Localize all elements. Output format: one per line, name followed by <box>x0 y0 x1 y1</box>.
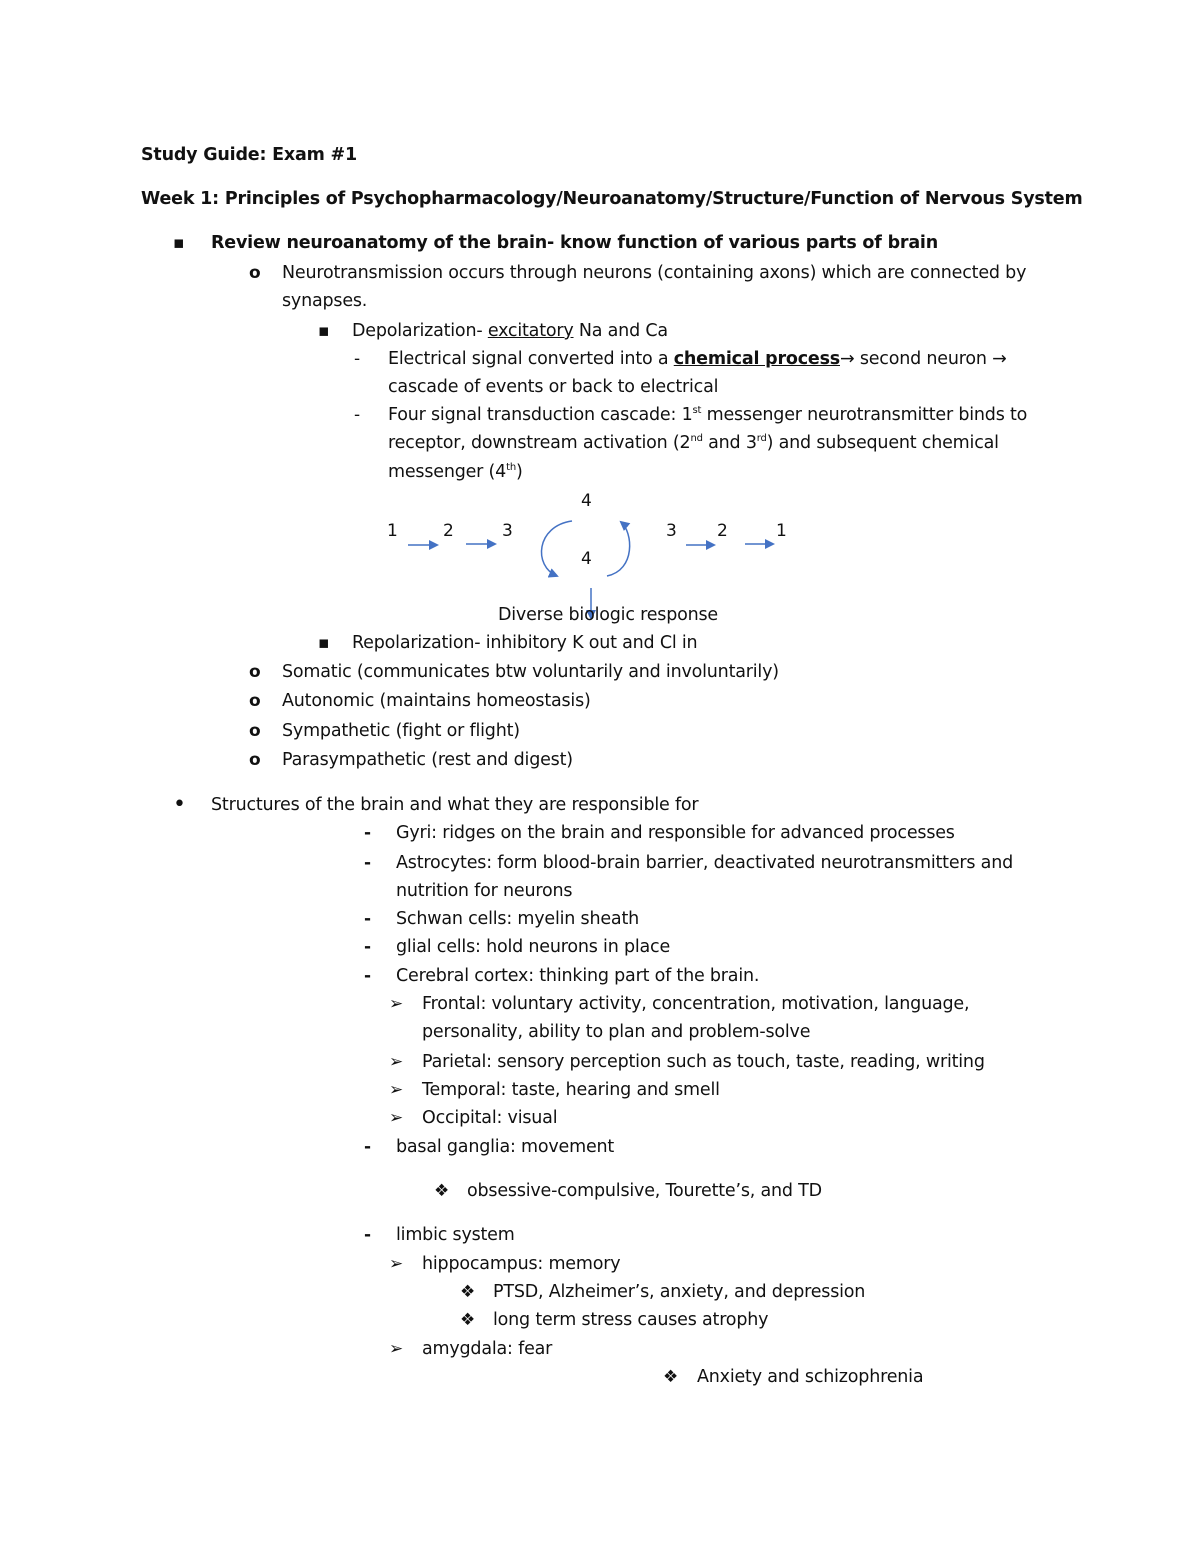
dash-marker: - <box>354 405 361 425</box>
anxiety-item: Anxiety and schizophrenia <box>697 1367 924 1387</box>
amygdala-item: amygdala: fear <box>422 1339 553 1359</box>
dash-marker: - <box>354 349 361 369</box>
arrow-marker: ➢ <box>389 1108 404 1128</box>
four-l1-sup: st <box>692 405 702 417</box>
basal-ganglia-item: basal ganglia: movement <box>396 1137 615 1157</box>
review-heading: Review neuroanatomy of the brain- know function of various parts of brain <box>211 233 938 253</box>
four-l2-sup1: nd <box>690 433 703 445</box>
flow-node-4-top: 4 <box>581 491 592 511</box>
frontal-line-1: Frontal: voluntary activity, concentration, motivation, language, <box>422 994 970 1014</box>
temporal-item: Temporal: taste, hearing and smell <box>422 1080 720 1100</box>
dash-marker: - <box>364 966 372 986</box>
neurotransmission-line-1: Neurotransmission occurs through neurons (containing axons) which are connected by <box>282 263 1027 283</box>
circle-marker: o <box>249 750 261 770</box>
longterm-item: long term stress causes atrophy <box>493 1310 769 1330</box>
four-l2-a: receptor, downstream activation (2 <box>388 433 691 453</box>
dash-marker: - <box>364 937 372 957</box>
four-l3-sup: th <box>506 462 516 474</box>
dash-marker: - <box>364 853 372 873</box>
dash-marker: - <box>364 909 372 929</box>
flow-node-1: 1 <box>387 521 398 541</box>
glial-item: glial cells: hold neurons in place <box>396 937 671 957</box>
astrocytes-line-2: nutrition for neurons <box>396 881 573 901</box>
diamond-marker: ❖ <box>434 1181 450 1201</box>
dash-marker: - <box>364 1225 372 1245</box>
diamond-marker: ❖ <box>460 1310 476 1330</box>
circle-marker: o <box>249 691 261 711</box>
depol-excitatory: excitatory <box>487 321 574 341</box>
flow-node-4-bottom: 4 <box>581 549 592 569</box>
diamond-marker: ❖ <box>663 1367 679 1387</box>
frontal-line-2: personality, ability to plan and problem-solve <box>422 1022 811 1042</box>
four-l2-sup2: rd <box>756 433 767 445</box>
parietal-item: Parietal: sensory perception such as touch, taste, reading, writing <box>422 1052 985 1072</box>
neurotransmission-line-2: synapses. <box>282 291 368 311</box>
cycle-arrow-left <box>541 521 572 576</box>
cerebral-item: Cerebral cortex: thinking part of the brain. <box>396 966 760 986</box>
electrical-chemical: chemical process <box>673 349 840 369</box>
flow-node-r1: 1 <box>776 521 787 541</box>
parasympathetic-item: Parasympathetic (rest and digest) <box>282 750 573 770</box>
limbic-item: limbic system <box>396 1225 515 1245</box>
four-l1-b: messenger neurotransmitter binds to <box>701 405 1028 425</box>
bullet-marker: • <box>173 792 186 817</box>
gyri-item: Gyri: ridges on the brain and responsible for advanced processes <box>396 823 955 843</box>
arrow-marker: ➢ <box>389 1052 404 1072</box>
arrow-marker: ➢ <box>389 1339 404 1359</box>
electrical-suffix: → second neuron → <box>840 349 1007 369</box>
cycle-arrow-right <box>607 522 630 576</box>
arrow-marker: ➢ <box>389 1080 404 1100</box>
circle-marker: o <box>249 263 261 283</box>
schwan-item: Schwan cells: myelin sheath <box>396 909 640 929</box>
four-l2-c: ) and subsequent chemical <box>766 433 999 453</box>
electrical-prefix: Electrical signal converted into a <box>388 349 674 369</box>
dash-marker: - <box>364 1137 372 1157</box>
arrow-marker: ➢ <box>389 994 404 1014</box>
flow-node-r2: 2 <box>717 521 728 541</box>
circle-marker: o <box>249 662 261 682</box>
square-marker: ▪ <box>318 321 330 341</box>
astrocytes-line-1: Astrocytes: form blood-brain barrier, deactivated neurotransmitters and <box>396 853 1014 873</box>
electrical-line-2: cascade of events or back to electrical <box>388 377 719 397</box>
flow-node-r3: 3 <box>666 521 677 541</box>
hippocampus-item: hippocampus: memory <box>422 1254 621 1274</box>
depol-prefix: Depolarization- <box>352 321 488 341</box>
flow-node-2: 2 <box>443 521 454 541</box>
ptsd-item: PTSD, Alzheimer’s, anxiety, and depression <box>493 1282 866 1302</box>
arrow-marker: ➢ <box>389 1254 404 1274</box>
occipital-item: Occipital: visual <box>422 1108 558 1128</box>
circle-marker: o <box>249 721 261 741</box>
square-marker: ▪ <box>318 633 330 653</box>
bullet-marker: ▪ <box>173 233 185 253</box>
autonomic-item: Autonomic (maintains homeostasis) <box>282 691 591 711</box>
page-title: Study Guide: Exam #1 <box>141 145 357 165</box>
diamond-marker: ❖ <box>460 1282 476 1302</box>
flow-node-3: 3 <box>502 521 513 541</box>
four-l3-b: ) <box>515 462 523 482</box>
somatic-item: Somatic (communicates btw voluntarily and involuntarily) <box>282 662 779 682</box>
cascade-diagram <box>0 0 1200 640</box>
sympathetic-item: Sympathetic (fight or flight) <box>282 721 520 741</box>
four-l2-b: and 3 <box>702 433 757 453</box>
four-l3-a: messenger (4 <box>388 462 507 482</box>
four-l1-a: Four signal transduction cascade: 1 <box>388 405 693 425</box>
flow-response-label: Diverse biologic response <box>498 605 718 625</box>
dash-marker: - <box>364 823 372 843</box>
ocd-item: obsessive-compulsive, Tourette’s, and TD <box>467 1181 822 1201</box>
repolarization-item: Repolarization- inhibitory K out and Cl in <box>352 633 698 653</box>
week-heading: Week 1: Principles of Psychopharmacology/Neuroanatomy/Structure/Function of Nervous System <box>141 189 1083 209</box>
structures-heading: Structures of the brain and what they are responsible for <box>211 795 699 815</box>
depol-suffix: Na and Ca <box>573 321 668 341</box>
